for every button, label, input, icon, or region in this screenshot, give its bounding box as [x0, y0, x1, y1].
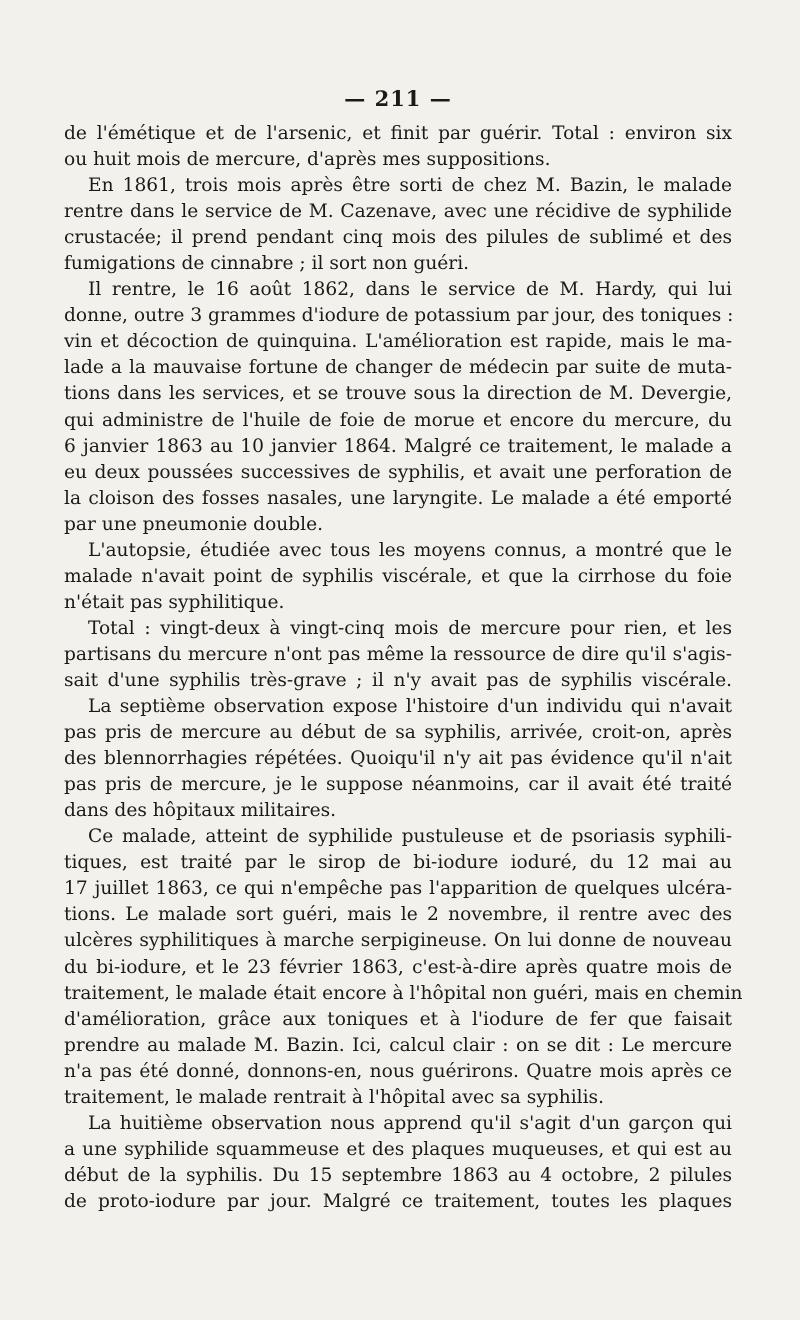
text-line: fumigations de cinnabre ; il sort non guéri. — [64, 253, 470, 275]
text-line: dans des hôpitaux militaires. — [64, 800, 337, 822]
text-line: qui administre de l'huile de foie de morue et encore du mercure, du — [64, 409, 732, 431]
text-line: des blennorrhagies répétées. Quoiqu'il n'y ait pas évidence qu'il n'ait — [64, 748, 732, 770]
text-line: de proto-iodure par jour. Malgré ce traitement, toutes les plaques — [64, 1190, 732, 1212]
text-line: 17 juillet 1863, ce qui n'empêche pas l'apparition de quelques ulcéra- — [64, 878, 732, 900]
text-line: d'amélioration, grâce aux toniques et à l'iodure de fer que faisait — [64, 1008, 732, 1030]
page-number-header: — 211 — — [344, 86, 452, 111]
text-line: traitement, le malade rentrait à l'hôpital avec sa syphilis. — [64, 1086, 604, 1108]
text-line: ulcères syphilitiques à marche serpigineuse. On lui donne de nouveau — [64, 930, 732, 952]
text-line: a une syphilide squammeuse et des plaques muqueuses, et qui est au — [64, 1138, 732, 1160]
text-line: 6 janvier 1863 au 10 janvier 1864. Malgré ce traitement, le malade a — [64, 435, 732, 457]
text-line: L'autopsie, étudiée avec tous les moyens connus, a montré que le — [88, 539, 732, 561]
text-line: de l'émétique et de l'arsenic, et finit par guérir. Total : environ six — [64, 123, 732, 144]
text-line: Total : vingt-deux à vingt-cinq mois de mercure pour rien, et les — [88, 617, 732, 639]
text-line: vin et décoction de quinquina. L'amélioration est rapide, mais le ma- — [64, 331, 732, 353]
text-line: tiques, est traité par le sirop de bi-iodure ioduré, du 12 mai au — [64, 852, 732, 874]
text-line: n'a pas été donné, donnons-en, nous guérirons. Quatre mois après ce — [64, 1060, 732, 1082]
text-line: malade n'avait point de syphilis viscérale, et que la cirrhose du foie — [64, 565, 732, 587]
text-line: la cloison des fosses nasales, une laryngite. Le malade a été emporté — [64, 487, 732, 509]
text-line: donne, outre 3 grammes d'iodure de potassium par jour, des toniques : — [64, 305, 734, 327]
body-text — [64, 121, 743, 1215]
text-line: sait d'une syphilis très-grave ; il n'y avait pas de syphilis viscérale. — [64, 669, 732, 691]
text-line: pas pris de mercure, je le suppose néanmoins, car il avait été traité — [64, 774, 732, 796]
text-line: par une pneumonie double. — [64, 513, 324, 535]
text-line: tions dans les services, et se trouve sous la direction de M. Devergie, — [64, 383, 732, 405]
text-line: pas pris de mercure au début de sa syphilis, arrivée, croit-on, après — [64, 722, 732, 744]
text-line: ou huit mois de mercure, d'après mes suppositions. — [64, 149, 551, 171]
text-line: du bi-iodure, et le 23 février 1863, c'est-à-dire après quatre mois de — [64, 956, 732, 978]
text-line: rentre dans le service de M. Cazenave, avec une récidive de syphilide — [64, 201, 732, 223]
text-line: prendre au malade M. Bazin. Ici, calcul clair : on se dit : Le mercure — [64, 1034, 732, 1056]
text-line: La huitième observation nous apprend qu'il s'agit d'un garçon qui — [88, 1112, 732, 1134]
text-line: partisans du mercure n'ont pas même la ressource de dire qu'il s'agis- — [64, 643, 732, 665]
text-line: traitement, le malade était encore à l'hôpital non guéri, mais en chemin — [64, 982, 743, 1004]
text-line: tions. Le malade sort guéri, mais le 2 novembre, il rentre avec des — [64, 904, 732, 926]
text-line: n'était pas syphilitique. — [64, 591, 285, 613]
text-line: La septième observation expose l'histoire d'un individu qui n'avait — [88, 696, 732, 718]
text-line: Ce malade, atteint de syphilide pustuleuse et de psoriasis syphili- — [88, 826, 732, 848]
text-line: lade a la mauvaise fortune de changer de médecin par suite de muta- — [64, 357, 732, 379]
text-line: eu deux poussées successives de syphilis, et avait une perforation de — [64, 461, 732, 483]
text-line: Il rentre, le 16 août 1862, dans le service de M. Hardy, qui lui — [88, 279, 732, 301]
text-line: crustacée; il prend pendant cinq mois des pilules de sublimé et des — [64, 227, 732, 249]
text-line: début de la syphilis. Du 15 septembre 1863 au 4 octobre, 2 pilules — [64, 1164, 732, 1186]
text-line: En 1861, trois mois après être sorti de chez M. Bazin, le malade — [88, 175, 732, 197]
